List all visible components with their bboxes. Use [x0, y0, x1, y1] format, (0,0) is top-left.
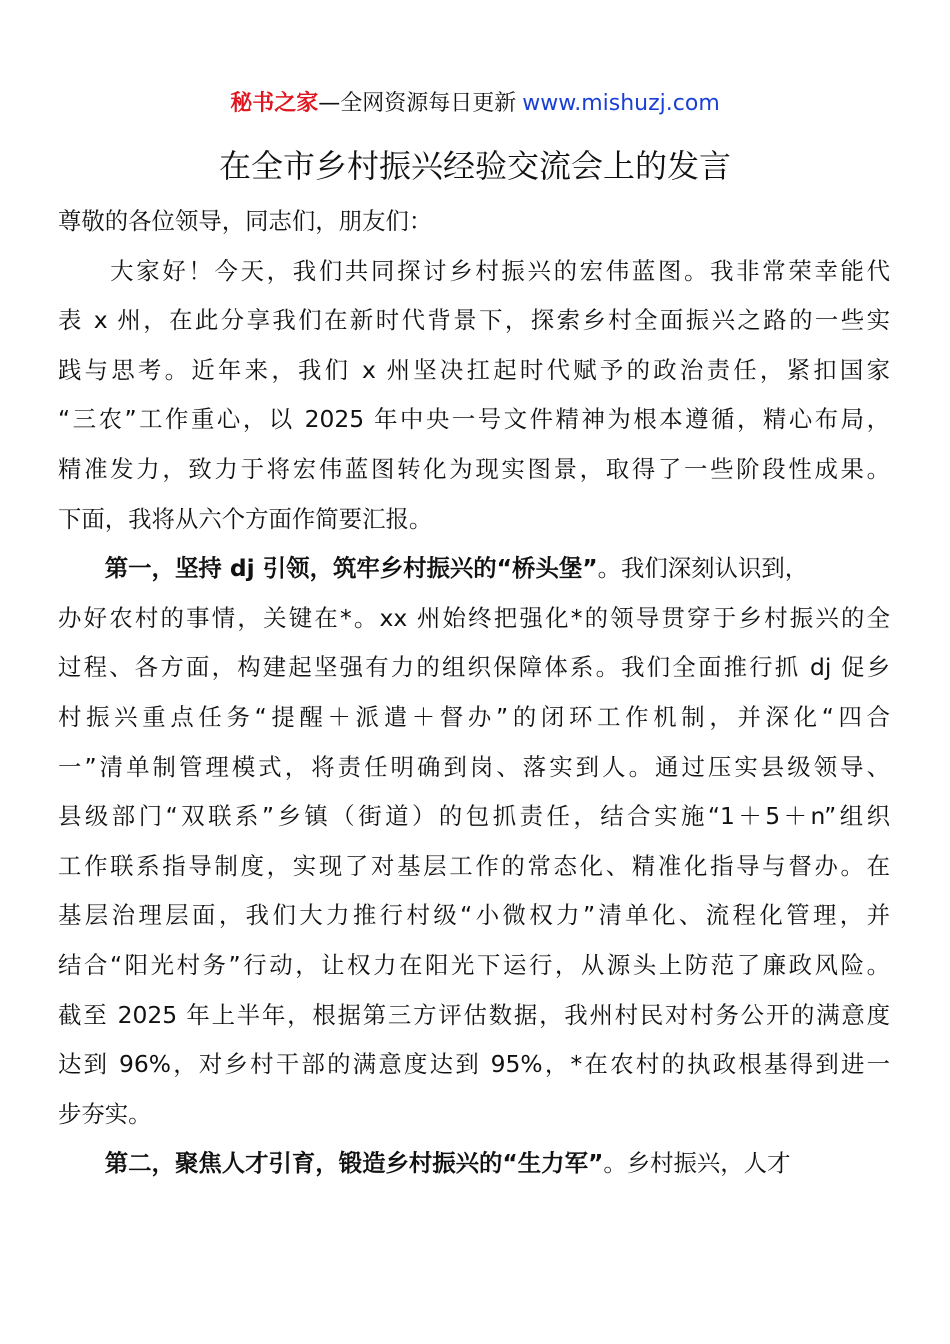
paragraph-3-first-line — [58, 1139, 890, 1189]
paragraph-2-line: 县级部门“双联系”乡镇（街道）的包抓责任，结合实施“1＋5＋n”组织 — [58, 802, 890, 831]
paragraph-2-line: 一”清单制管理模式，将责任明确到岗、落实到人。通过压实县级领导、 — [58, 752, 890, 781]
paragraph-2-lead: 第一，坚持 dj 引领，筑牢乡村振兴的“桥头堡” — [58, 554, 598, 583]
paragraph-2-line: 达到 96%，对乡村干部的满意度达到 95%，*在农村的执政根基得到进一 — [58, 1050, 890, 1079]
paragraph-2-line: 过程、各方面，构建起坚强有力的组织保障体系。我们全面推行抓 dj 促乡 — [58, 653, 890, 682]
paragraph-1-line: “三农”工作重心，以 2025 年中央一号文件精神为根本遵循，精心布局， — [58, 405, 890, 434]
paragraph-2-line: 结合“阳光村务”行动，让权力在阳光下运行，从源头上防范了廉政风险。 — [58, 950, 890, 979]
paragraph-2-line: 村振兴重点任务“提醒＋派遣＋督办”的闭环工作机制，并深化“四合 — [58, 702, 890, 731]
document-title: 在全市乡村振兴经验交流会上的发言 — [218, 147, 731, 185]
header-tagline: —全网资源每日更新 — [318, 91, 517, 116]
paragraph-2-line: 基层治理层面，我们大力推行村级“小微权力”清单化、流程化管理，并 — [58, 901, 890, 930]
site-header — [0, 88, 950, 120]
paragraph-2-line: 截至 2025 年上半年，根据第三方评估数据，我州村民对村务公开的满意度 — [58, 1000, 890, 1029]
paragraph-1-line: 践与思考。近年来，我们 x 州坚决扛起时代赋予的政治责任，紧扣国家 — [58, 355, 890, 384]
salutation: 尊敬的各位领导，同志们，朋友们： — [58, 207, 433, 235]
paragraph-3-first-rest: 。乡村振兴，人才 — [603, 1149, 791, 1178]
paragraph-2-line: 工作联系指导制度，实现了对基层工作的常态化、精准化指导与督办。在 — [58, 851, 890, 880]
site-link[interactable]: www.mishuzj.com — [522, 91, 720, 116]
paragraph-2-first-rest: 。我们深刻认识到， — [597, 554, 809, 583]
brand-name: 秘书之家 — [230, 91, 319, 116]
paragraph-2-line: 步夯实。 — [58, 1099, 152, 1128]
paragraph-1-line: 下面，我将从六个方面作简要汇报。 — [58, 504, 433, 533]
paragraph-1-line: 精准发力，致力于将宏伟蓝图转化为现实图景，取得了一些阶段性成果。 — [58, 454, 890, 483]
paragraph-1-line: 大家好！今天，我们共同探讨乡村振兴的宏伟蓝图。我非常荣幸能代 — [58, 256, 890, 285]
paragraph-2-first-line — [58, 544, 890, 594]
document-body — [58, 197, 890, 1189]
paragraph-2-line: 办好农村的事情，关键在*。xx 州始终把强化*的领导贯穿于乡村振兴的全 — [58, 603, 890, 632]
paragraph-3-lead: 第二，聚焦人才引育，锻造乡村振兴的“生力军” — [58, 1149, 604, 1178]
paragraph-1-line: 表 x 州，在此分享我们在新时代背景下，探索乡村全面振兴之路的一些实 — [58, 306, 890, 335]
